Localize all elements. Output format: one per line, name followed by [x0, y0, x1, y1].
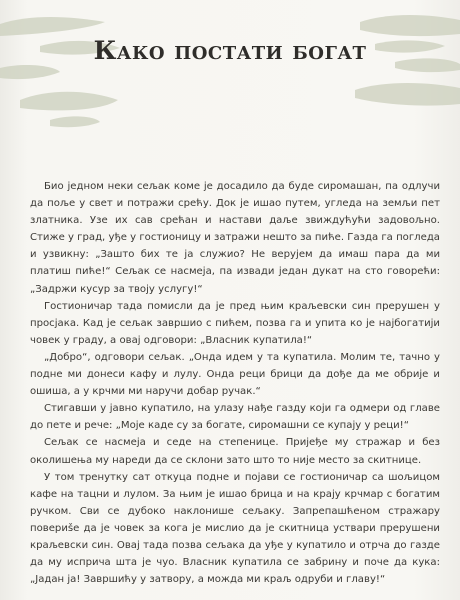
cloud-left-mid-2 — [20, 92, 118, 111]
cloud-left-mid-1 — [0, 65, 60, 79]
paragraph: Сељак се насмеја и седе на степенице. Пријеђе му стражар и без околишења му нареди да се склони зато што то није место за скитнице. — [30, 437, 440, 466]
paragraph: Гостионичар тада помисли да је пред њим краљевски син прерушен у просјака. Кад је сељак завршио с пићем, позва га и упита ко је најбогатији човек у граду, а овај одговори: „Власник купатила!“ — [30, 300, 440, 346]
paragraph: Био једном неки сељак коме је досадило да буде сиромашан, па одлучи да поље у свет и потражи срећу. Док је ишао путем, угледа на земљи пет златника. Узе их сав срећан и настави даље звиждућући задовољно. Стиже у град, уђе у гостионицу и затражи нешто за пиће. Газда га погледа и узвикну: „Зашто бих те ја служио? Не верујем да имаш пара да ми платиш пиће!“ Сељак се насмеја, па извади један дукат на сто говорећи: „Задржи кусур за твоју услугу!“ — [30, 181, 440, 295]
cloud-top-right-1 — [360, 15, 460, 36]
paragraph: У том тренутку сат откуца подне и појави се гостионичар са шољицом кафе на тацни и лулом. За њим је ишао брица и на крају крчмар с богатим ручком. Сви се дубоко наклонише сељаку. Запрепашћеном стражару повериše да је човек за кога је мислио да је скитница уствари прерушени краљевски син. Овај тада позва сељака да уђе у купатило и отрча до газде да му исприча шта је чуо. Власник купатила се забрину и поче да кука: „Јадан ја! Завршићу у затвору, а можда ми краљ одруби и главу!“ — [30, 471, 440, 586]
story-body — [30, 178, 440, 588]
cloud-right-4 — [355, 83, 460, 106]
paragraph: „Добро“, одговори сељак. „Онда идем у та купатила. Молим те, тачно у подне ми донеси кафу и лулу. Онда реци брици да дође да ме обрије и ошиша, а у крчми ми наручи добар ручак.“ — [30, 351, 440, 398]
paragraph: Стигавши у јавно купатило, на улазу нађе газду који га одмери од главе до пете и рече: „Моје каде су за богате, сиромашни се купају у реци!“ — [30, 403, 440, 432]
cloud-left-mid-3 — [50, 116, 100, 127]
cloud-shapes — [0, 15, 460, 127]
cloud-top-left-1 — [0, 17, 105, 36]
story-title: Како постати богат — [93, 36, 367, 65]
